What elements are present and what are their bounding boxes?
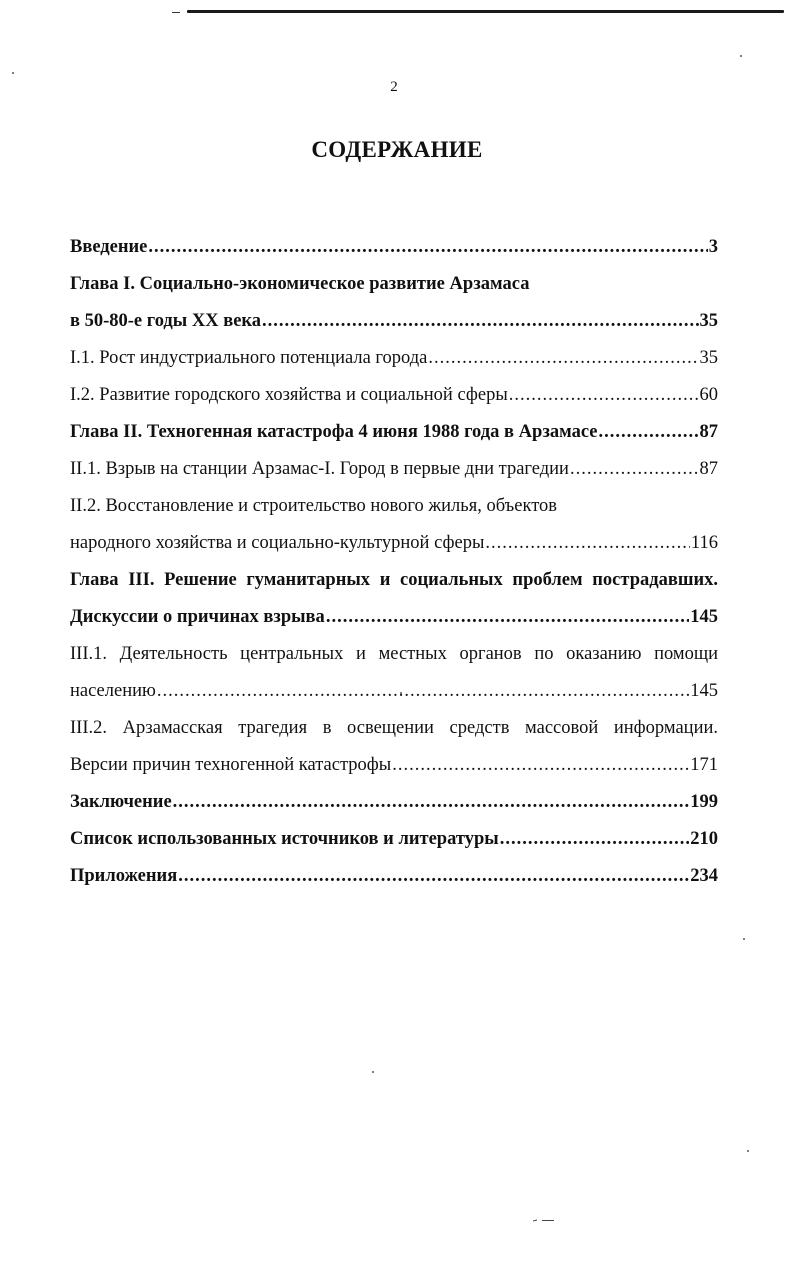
toc-entry-page: 35 — [699, 311, 718, 331]
toc-entry-title: населению — [70, 681, 156, 701]
toc-entry-chapter-2[interactable] — [70, 414, 718, 451]
toc-entry-chapter-3[interactable] — [70, 562, 718, 599]
scan-speck — [740, 55, 742, 57]
toc-entry-title: Глава II. Техногенная катастрофа 4 июня 1988 года в Арзамасе — [70, 422, 598, 442]
leader-dots — [570, 451, 699, 488]
toc-entry-section-1-1[interactable] — [70, 340, 718, 377]
toc-entry-title: I.1. Рост индустриального потенциала города — [70, 348, 428, 368]
leader-dots — [392, 747, 689, 784]
leader-dots — [500, 821, 690, 858]
leader-dots — [148, 229, 707, 266]
toc-entry-title: Дискуссии о причинах взрыва — [70, 607, 325, 627]
toc-entry-section-3-2-cont[interactable] — [70, 747, 718, 784]
toc-entry-page: 35 — [699, 348, 718, 368]
toc-entry-chapter-1-cont[interactable] — [70, 303, 718, 340]
toc-entry-title: Версии причин техногенной катастрофы — [70, 755, 392, 775]
toc-entry-title: Глава I. Социально-экономическое развитие Арзамаса — [70, 274, 530, 294]
leader-dots — [599, 414, 699, 451]
toc-entry-section-2-1[interactable] — [70, 451, 718, 488]
leader-dots — [173, 784, 690, 821]
toc-entry-appendices[interactable] — [70, 858, 718, 895]
toc-entry-page: 199 — [690, 792, 718, 812]
toc-entry-title: II.2. Восстановление и строительство нового жилья, объектов — [70, 496, 558, 516]
top-rule — [187, 10, 784, 13]
toc-entry-section-2-2-cont[interactable] — [70, 525, 718, 562]
toc-entry-chapter-1[interactable] — [70, 266, 718, 303]
leader-dots — [485, 525, 690, 562]
toc-entry-conclusion[interactable] — [70, 784, 718, 821]
leader-dots — [157, 673, 689, 710]
toc-entry-page: 145 — [690, 607, 718, 627]
toc-entry-section-2-2[interactable] — [70, 488, 718, 525]
toc-entry-title: Введение — [70, 237, 148, 257]
scan-speck — [747, 1150, 749, 1152]
toc-entry-title: в 50-80-е годы XX века — [70, 311, 262, 331]
toc-entry-page: 145 — [690, 681, 718, 701]
page-title: СОДЕРЖАНИЕ — [311, 137, 483, 162]
toc-entry-title: III.1. Деятельность центральных и местных органов по оказанию помощи — [70, 644, 718, 664]
toc-entry-page: 87 — [699, 422, 718, 442]
scan-mark — [172, 12, 180, 13]
toc-entry-title: Глава III. Решение гуманитарных и социальных проблем пострадавших. — [70, 570, 718, 590]
scan-speck — [743, 938, 745, 940]
scan-speck — [400, 692, 402, 694]
toc-entry-section-3-2[interactable] — [70, 710, 718, 747]
toc-entry-title: Заключение — [70, 792, 172, 812]
leader-dots — [428, 340, 698, 377]
toc-entry-page: 210 — [690, 829, 718, 849]
toc-entry-page: 3 — [708, 237, 718, 257]
leader-dots — [262, 303, 698, 340]
scan-speck — [12, 72, 14, 74]
toc-entry-section-3-1[interactable] — [70, 636, 718, 673]
leader-dots — [326, 599, 689, 636]
toc-entry-introduction[interactable] — [70, 229, 718, 266]
toc-entry-page: 234 — [690, 866, 718, 886]
toc-entry-section-3-1-cont[interactable] — [70, 673, 718, 710]
toc-entry-title: III.2. Арзамасская трагедия в освещении средств массовой информации. — [70, 718, 718, 738]
toc-entry-title: Список использованных источников и литературы — [70, 829, 499, 849]
toc-entry-page: 60 — [699, 385, 718, 405]
toc-entry-title: Приложения — [70, 866, 178, 886]
toc-entry-bibliography[interactable] — [70, 821, 718, 858]
toc-entry-title: народного хозяйства и социально-культурной сферы — [70, 533, 485, 553]
toc-entry-section-1-2[interactable] — [70, 377, 718, 414]
table-of-contents — [70, 229, 718, 895]
toc-entry-title: II.1. Взрыв на станции Арзамас-I. Город в первые дни трагедии — [70, 459, 569, 479]
scan-speck — [372, 1071, 374, 1073]
toc-entry-chapter-3-cont[interactable] — [70, 599, 718, 636]
toc-entry-title: I.2. Развитие городского хозяйства и социальной сферы — [70, 385, 508, 405]
toc-entry-page: 87 — [699, 459, 718, 479]
page-number: 2 — [390, 79, 398, 95]
leader-dots — [178, 858, 689, 895]
scan-mark — [533, 1219, 555, 1222]
toc-entry-page: 171 — [690, 755, 718, 775]
toc-entry-page: 116 — [690, 533, 718, 553]
leader-dots — [509, 377, 699, 414]
